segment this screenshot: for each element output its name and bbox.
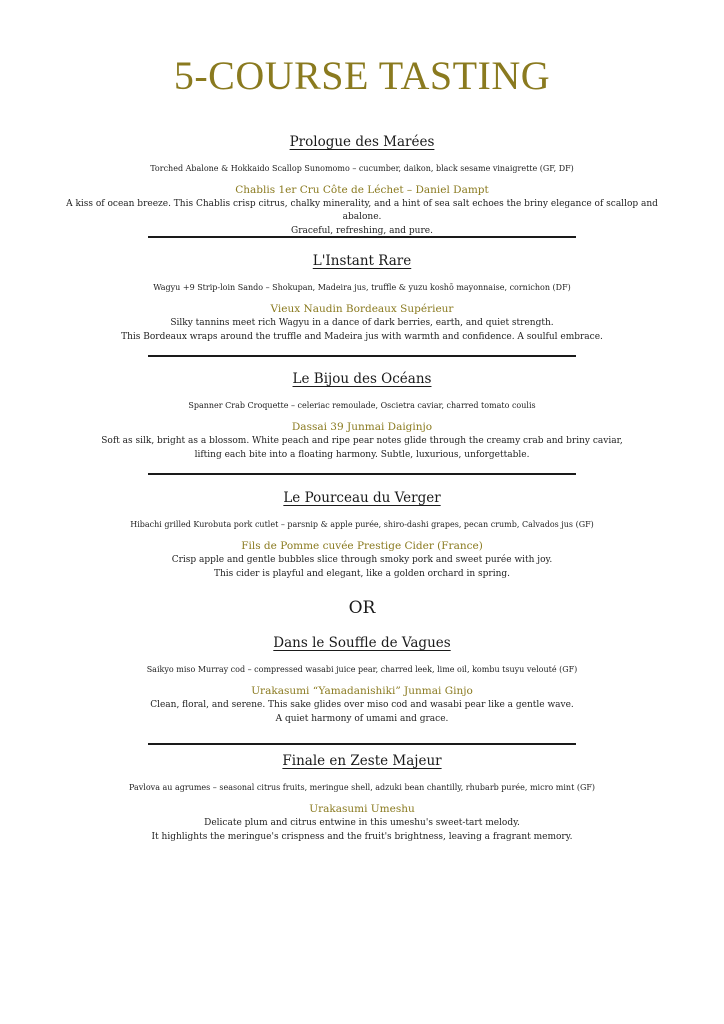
wine-pairing: Urakasumi Umeshu: [309, 803, 415, 815]
pairing-note-line: A quiet harmony of umami and grace.: [275, 714, 449, 724]
section-divider: [148, 236, 576, 238]
wine-pairing: Dassai 39 Junmai Daiginjo: [291, 421, 433, 433]
dish-description: Wagyu +9 Strip-loin Sando – Shokupan, Madeira jus, truffle & yuzu koshō mayonnaise, cornichon (DF): [153, 283, 571, 292]
section-divider: [148, 355, 576, 357]
wine-pairing: Vieux Naudin Bordeaux Supérieur: [270, 303, 454, 315]
pairing-note-line: Graceful, refreshing, and pure.: [291, 226, 433, 236]
course-name: Prologue des Marées: [289, 134, 435, 150]
course-section: [0, 489, 724, 581]
course-section: [0, 634, 724, 726]
pairing-note-line: It highlights the meringue's crispness and the fruit's brightness, leaving a fragrant memory.: [151, 832, 573, 842]
course-section: [0, 252, 724, 344]
pairing-note-line: Soft as silk, bright as a blossom. White peach and ripe pear notes glide through the creamy crab and briny caviar,: [101, 436, 623, 446]
section-divider: [148, 743, 576, 745]
pairing-note-line: Silky tannins meet rich Wagyu in a dance of dark berries, earth, and quiet strength.: [170, 318, 554, 328]
pairing-note-line: Delicate plum and citrus entwine in this umeshu's sweet-tart melody.: [204, 818, 520, 828]
dish-description: Saikyo miso Murray cod – compressed wasabi juice pear, charred leek, lime oil, kombu tsuyu velouté (GF): [146, 665, 578, 674]
dish-description: Spanner Crab Croquette – celeriac remoulade, Oscietra caviar, charred tomato coulis: [188, 401, 536, 410]
dish-description: Torched Abalone & Hokkaido Scallop Sunomomo – cucumber, daikon, black sesame vinaigrette (GF, DF): [150, 164, 574, 173]
pairing-note-line: This cider is playful and elegant, like a golden orchard in spring.: [213, 569, 510, 579]
course-name: Le Pourceau du Verger: [283, 490, 441, 506]
menu-title: 5-COURSE TASTING: [173, 53, 551, 98]
course-name: Le Bijou des Océans: [292, 371, 432, 387]
pairing-note-line: lifting each bite into a floating harmony. Subtle, luxurious, unforgettable.: [194, 450, 530, 460]
dish-description: Pavlova au agrumes – seasonal citrus fruits, meringue shell, adzuki bean chantilly, rhubarb purée, micro mint (GF): [128, 783, 596, 792]
course-section: [0, 752, 724, 844]
pairing-note-line: Clean, floral, and serene. This sake glides over miso cod and wasabi pear like a gentle wave.: [150, 700, 574, 710]
pairing-note-line: This Bordeaux wraps around the truffle and Madeira jus with warmth and confidence. A soulful embrace.: [121, 332, 603, 342]
wine-pairing: Urakasumi “Yamadanishiki” Junmai Ginjo: [251, 685, 473, 697]
course-section: [0, 370, 724, 462]
pairing-note-line: A kiss of ocean breeze. This Chablis crisp citrus, chalky minerality, and a hint of sea salt echoes the briny elegance of scallop and abalone.: [66, 199, 658, 222]
or-separator: OR: [348, 598, 376, 618]
course-section: [0, 133, 724, 238]
wine-pairing: Chablis 1er Cru Côte de Léchet – Daniel Dampt: [235, 184, 489, 196]
course-name: Finale en Zeste Majeur: [282, 753, 442, 769]
course-name: L'Instant Rare: [312, 253, 412, 269]
wine-pairing: Fils de Pomme cuvée Prestige Cider (France): [241, 540, 483, 552]
section-divider: [148, 473, 576, 475]
pairing-note-line: Crisp apple and gentle bubbles slice through smoky pork and sweet purée with joy.: [171, 555, 553, 565]
dish-description: Hibachi grilled Kurobuta pork cutlet – parsnip & apple purée, shiro-dashi grapes, pecan crumb, Calvados jus (GF): [130, 520, 594, 529]
course-name: Dans le Souffle de Vagues: [273, 635, 451, 651]
